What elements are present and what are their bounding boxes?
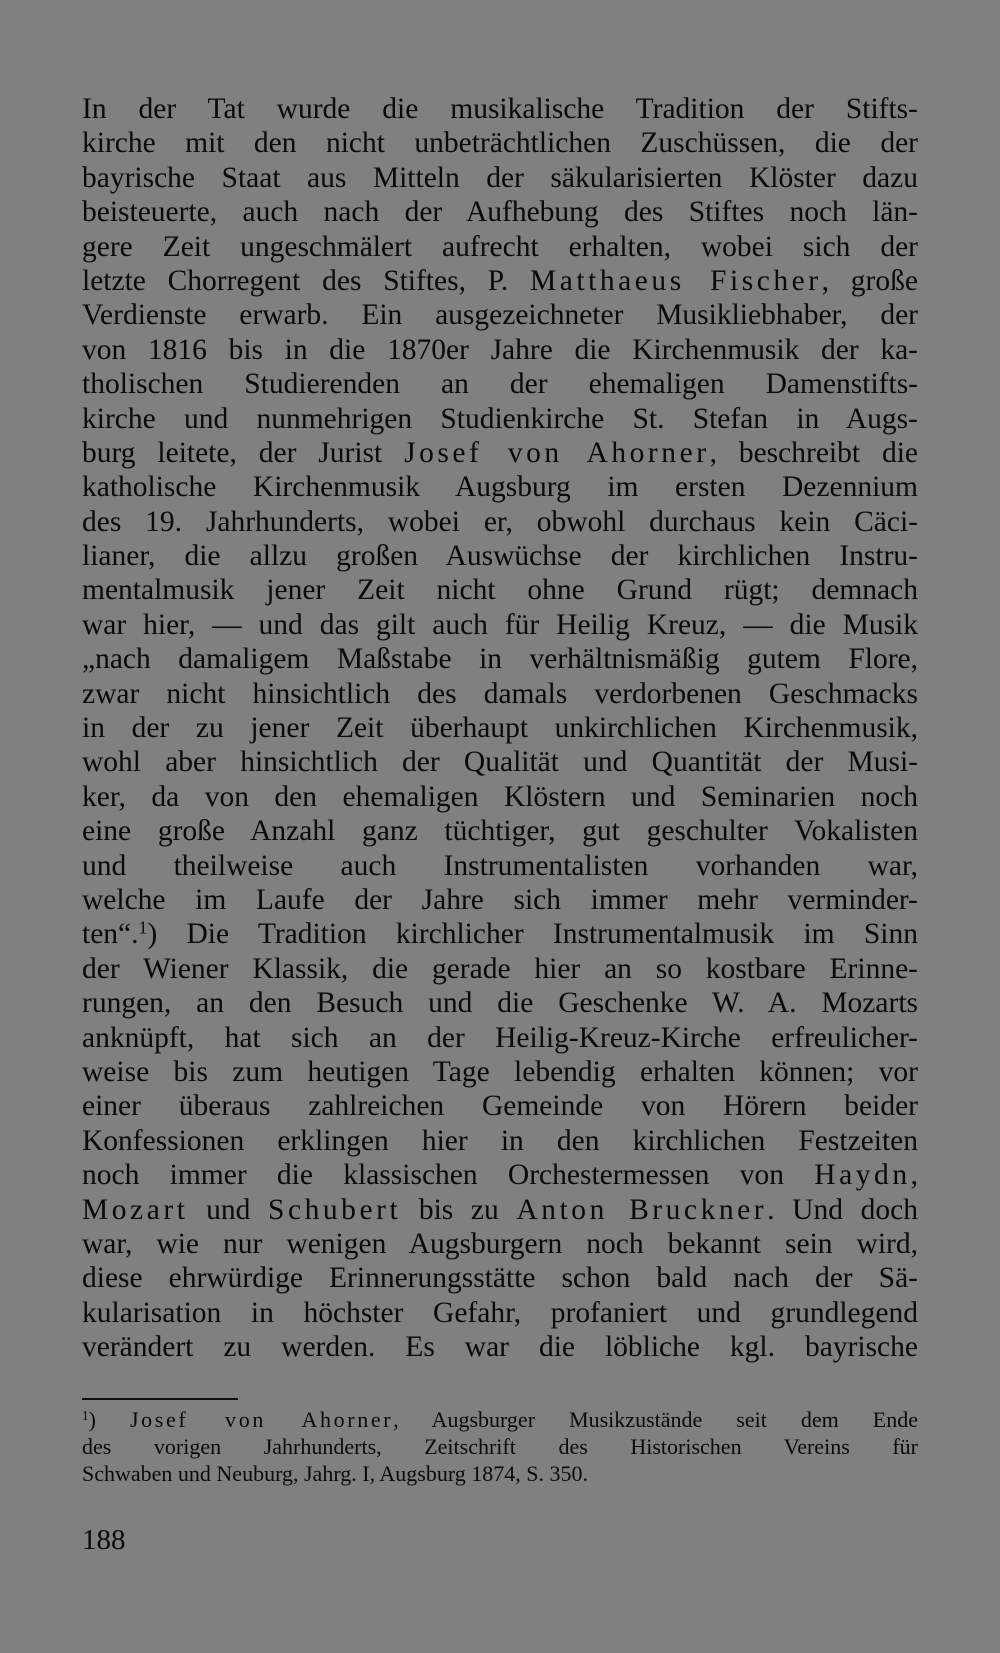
text-line: [82, 1193, 918, 1227]
text-line: [82, 436, 918, 470]
text-line: des 19. Jahrhunderts, wobei er, obwohl durchaus kein Cäci-: [82, 505, 918, 538]
text-line: tholischen Studierenden an der ehemaligen Damenstifts-: [82, 368, 918, 401]
text-line: [82, 917, 918, 951]
text-segment: ) Die Tradition kirchlicher Instrumentalmusik im Sinn: [147, 918, 918, 951]
text-line: weise bis zum heutigen Tage lebendig erhalten können; vor: [82, 1055, 918, 1088]
text-line: welche im Laufe der Jahre sich immer mehr verminder-: [82, 883, 918, 916]
text-line: ker, da von den ehemaligen Klöstern und Seminarien noch: [82, 780, 918, 813]
text-line: eine große Anzahl ganz tüchtiger, gut geschulter Vokalisten: [82, 815, 918, 848]
footnote-reference: 1: [138, 917, 148, 938]
text-line: In der Tat wurde die musikalische Tradition der Stifts-: [82, 93, 918, 125]
text-line: anknüpft, hat sich an der Heilig-Kreuz-Kirche erfreulicher-: [82, 1021, 918, 1054]
text-segment: noch immer die klassischen Orchestermessen von: [82, 1159, 815, 1192]
text-segment: [96, 1407, 130, 1432]
text-segment: , Augsburger Musikzustände seit dem Ende: [393, 1407, 919, 1432]
footnote-marker: 1: [82, 1407, 89, 1423]
footnote-marker-close: ): [88, 1407, 96, 1432]
main-text: [82, 92, 918, 1364]
footnote-line: Schwaben und Neuburg, Jahrg. I, Augsburg 1874, S. 350.: [82, 1461, 588, 1486]
text-segment: ,: [910, 1159, 918, 1192]
spaced-name: Josef von Ahorner: [404, 436, 710, 469]
text-line: beisteuerte, auch nach der Aufhebung des Stiftes noch län-: [82, 196, 918, 229]
text-line: zwar nicht hinsichtlich des damals verdorbenen Geschmacks: [82, 677, 918, 710]
text-line: rungen, an den Besuch und die Geschenke W. A. Mozarts: [82, 987, 918, 1020]
text-line: gere Zeit ungeschmälert aufrecht erhalten, wobei sich der: [82, 230, 918, 263]
page-number: 188: [82, 1524, 126, 1556]
footnote-line: des vorigen Jahrhunderts, Zeitschrift des Historischen Vereins für: [82, 1434, 918, 1459]
text-segment: ten“.: [82, 918, 139, 951]
spaced-name: Schubert: [268, 1193, 402, 1226]
text-segment: . Und doch: [767, 1193, 918, 1226]
spaced-name: Matthaeus Fischer: [530, 264, 822, 297]
spaced-name: Josef von Ahorner: [129, 1407, 394, 1432]
text-line: kirche und nunmehrigen Studienkirche St. Stefan in Augs-: [82, 402, 918, 435]
text-segment: und: [188, 1193, 268, 1226]
spaced-name: Haydn: [814, 1159, 911, 1192]
text-line: von 1816 bis in die 1870er Jahre die Kirchenmusik der ka-: [82, 333, 918, 366]
text-line: war hier, — und das gilt auch für Heilig Kreuz, — die Musik: [82, 608, 918, 641]
text-line: in der zu jener Zeit überhaupt unkirchlichen Kirchenmusik,: [82, 712, 918, 745]
spaced-name: Anton Bruckner: [516, 1193, 768, 1226]
text-line: bayrische Staat aus Mitteln der säkularisierten Klöster dazu: [82, 161, 918, 194]
text-line: diese ehrwürdige Erinnerungsstätte schon bald nach der Sä-: [82, 1262, 918, 1295]
text-segment: , große: [821, 264, 918, 297]
text-line: mentalmusik jener Zeit nicht ohne Grund rügt; demnach: [82, 574, 918, 607]
text-line: Konfessionen erklingen hier in den kirchlichen Festzeiten: [82, 1124, 918, 1157]
text-line: wohl aber hinsichtlich der Qualität und Quantität der Musi-: [82, 746, 918, 779]
text-line: [82, 1158, 918, 1192]
text-line: [82, 264, 918, 298]
text-segment: burg leitete, der Jurist: [82, 436, 405, 469]
text-line: Verdienste erwarb. Ein ausgezeichneter Musikliebhaber, der: [82, 299, 918, 332]
text-line: einer überaus zahlreichen Gemeinde von Hörern beider: [82, 1090, 918, 1123]
spaced-name: Mozart: [82, 1193, 189, 1226]
text-line: war, wie nur wenigen Augsburgern noch bekannt sein wird,: [82, 1227, 918, 1260]
text-line: und theilweise auch Instrumentalisten vorhanden war,: [82, 849, 918, 882]
text-segment: , beschreibt die: [709, 436, 918, 469]
footnote: [82, 1406, 918, 1487]
text-line: lianer, die allzu großen Auswüchse der kirchlichen Instru-: [82, 540, 918, 573]
text-segment: bis zu: [401, 1193, 517, 1226]
footnote-divider: [82, 1398, 238, 1400]
text-line: „nach damaligem Maßstabe in verhältnismäßig gutem Flore,: [82, 643, 918, 676]
text-line: kularisation in höchster Gefahr, profaniert und grundlegend: [82, 1296, 918, 1329]
footnote-line: [82, 1406, 918, 1433]
text-line: katholische Kirchenmusik Augsburg im ersten Dezennium: [82, 471, 918, 504]
text-line: kirche mit den nicht unbeträchtlichen Zuschüssen, die der: [82, 127, 918, 160]
text-line: der Wiener Klassik, die gerade hier an so kostbare Erinne-: [82, 952, 918, 985]
text-segment: letzte Chorregent des Stiftes, P.: [82, 264, 530, 297]
text-line: verändert zu werden. Es war die löbliche kgl. bayrische: [82, 1331, 918, 1364]
